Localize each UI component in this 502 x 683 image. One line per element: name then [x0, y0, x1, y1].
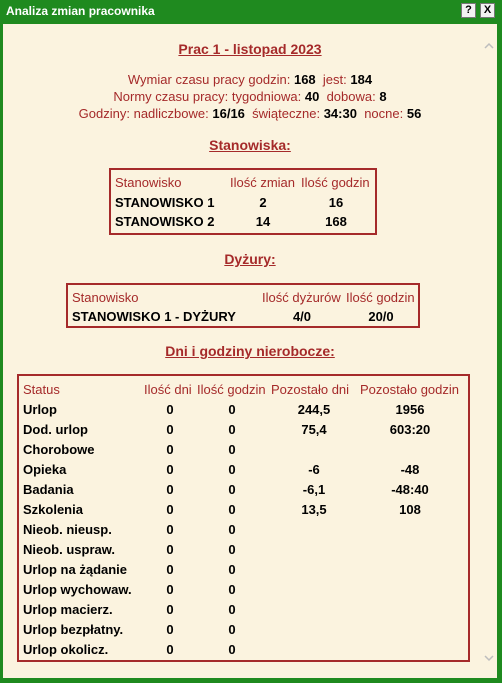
window-title: Analiza zmian pracownika	[6, 4, 155, 18]
work-time-label: Wymiar czasu pracy godzin:	[127, 72, 291, 87]
weekly-norm-label: Normy czasu pracy: tygodniowa:	[113, 89, 302, 104]
positions-header-shifts: Ilość zmian	[230, 175, 296, 190]
positions-row-1-hours: 16	[328, 195, 344, 210]
nonworking-row-2-hours-left: 603:20	[389, 422, 431, 437]
nonworking-row-6-status: Szkolenia	[23, 502, 83, 517]
duties-header-count: Ilość dyżurów	[262, 290, 341, 305]
nonworking-row-13-hours: 0	[228, 642, 236, 657]
nonworking-row-1-hours: 0	[228, 402, 236, 417]
positions-row-1-shifts: 2	[259, 195, 267, 210]
nonworking-row-7-hours: 0	[228, 522, 236, 537]
nonworking-row-1-days-left: 244,5	[297, 402, 331, 417]
night-value: 56	[406, 106, 422, 121]
nonworking-row-5-hours-left: -48:40	[391, 482, 429, 497]
nonworking-row-13-status: Urlop okolicz.	[23, 642, 109, 657]
nonworking-heading: Dni i godziny nierobocze:	[165, 343, 335, 359]
duties-row-1-hours: 20/0	[368, 309, 394, 324]
nonworking-row-10-days: 0	[166, 582, 174, 597]
duties-header-position: Stanowisko	[72, 290, 139, 305]
overtime-value: 16/16	[212, 106, 245, 121]
positions-heading: Stanowiska:	[209, 137, 291, 153]
nonworking-row-6-hours-left: 108	[399, 502, 421, 517]
nonworking-row-3-days: 0	[166, 442, 174, 457]
title-bar[interactable]	[0, 0, 502, 22]
positions-row-2-name: STANOWISKO 2	[115, 214, 215, 229]
nonworking-header-days: Ilość dni	[144, 382, 192, 397]
holiday-value: 34:30	[323, 106, 357, 121]
nonworking-row-9-days: 0	[166, 562, 174, 577]
nonworking-row-5-hours: 0	[228, 482, 236, 497]
nonworking-row-5-days: 0	[166, 482, 174, 497]
positions-row-2-shifts: 14	[255, 214, 271, 229]
nonworking-row-11-status: Urlop macierz.	[23, 602, 113, 617]
nonworking-row-12-hours: 0	[228, 622, 236, 637]
duties-row-1-name: STANOWISKO 1 - DYŻURY	[72, 309, 236, 324]
nonworking-row-8-status: Nieob. uspraw.	[23, 542, 115, 557]
positions-row-1-name: STANOWISKO 1	[115, 195, 215, 210]
nonworking-row-13-days: 0	[166, 642, 174, 657]
duties-table	[66, 283, 420, 328]
nonworking-row-4-hours-left: -48	[400, 462, 420, 477]
nonworking-row-5-status: Badania	[23, 482, 74, 497]
nonworking-row-1-hours-left: 1956	[395, 402, 425, 417]
nonworking-row-8-days: 0	[166, 542, 174, 557]
nonworking-row-4-days: 0	[166, 462, 174, 477]
nonworking-row-1-days: 0	[166, 402, 174, 417]
holiday-label: świąteczne:	[252, 106, 321, 121]
nonworking-row-7-status: Nieob. nieusp.	[23, 522, 112, 537]
duties-header-hours: Ilość godzin	[346, 290, 415, 305]
nonworking-table	[17, 374, 470, 662]
nonworking-row-9-status: Urlop na żądanie	[23, 562, 128, 577]
nonworking-row-4-status: Opieka	[23, 462, 67, 477]
positions-header-position: Stanowisko	[115, 175, 182, 190]
nonworking-row-1-status: Urlop	[23, 402, 57, 417]
nonworking-row-2-status: Dod. urlop	[23, 422, 88, 437]
daily-norm-value: 8	[379, 89, 387, 104]
nonworking-row-5-days-left: -6,1	[302, 482, 326, 497]
nonworking-header-hours-left: Pozostało godzin	[360, 382, 460, 397]
nonworking-row-12-status: Urlop bezpłatny.	[23, 622, 124, 637]
nonworking-header-status: Status	[23, 382, 60, 397]
report-area	[3, 24, 497, 678]
nonworking-header-days-left: Pozostało dni	[271, 382, 350, 397]
report-title: Prac 1 - listopad 2023	[178, 41, 322, 57]
close-button[interactable]: X	[480, 3, 495, 18]
positions-row-2-hours: 168	[325, 214, 347, 229]
actual-value: 184	[350, 72, 373, 87]
nonworking-row-2-days: 0	[166, 422, 174, 437]
chevron-down-icon[interactable]	[483, 652, 495, 664]
hours-line	[3, 106, 497, 121]
nonworking-row-6-hours: 0	[228, 502, 236, 517]
daily-norm-label: dobowa:	[326, 89, 376, 104]
nonworking-row-3-status: Chorobowe	[23, 442, 95, 457]
help-button[interactable]: ?	[461, 3, 476, 18]
positions-header-hours: Ilość godzin	[301, 175, 370, 190]
night-label: nocne:	[364, 106, 404, 121]
nonworking-row-2-days-left: 75,4	[301, 422, 327, 437]
weekly-norm-value: 40	[304, 89, 320, 104]
nonworking-row-2-hours: 0	[228, 422, 236, 437]
nonworking-row-10-status: Urlop wychowaw.	[23, 582, 132, 597]
overtime-label: Godziny: nadliczbowe:	[78, 106, 209, 121]
nonworking-row-12-days: 0	[166, 622, 174, 637]
nonworking-row-4-days-left: -6	[308, 462, 320, 477]
nonworking-row-7-days: 0	[166, 522, 174, 537]
nonworking-row-11-days: 0	[166, 602, 174, 617]
duties-row-1-count: 4/0	[292, 309, 312, 324]
nonworking-row-9-hours: 0	[228, 562, 236, 577]
actual-label: jest:	[322, 72, 347, 87]
nonworking-row-3-hours: 0	[228, 442, 236, 457]
duties-heading: Dyżury:	[224, 251, 276, 267]
nonworking-row-6-days: 0	[166, 502, 174, 517]
norms-line	[3, 89, 497, 104]
work-time-line	[3, 72, 497, 87]
nonworking-row-4-hours: 0	[228, 462, 236, 477]
nonworking-header-hours: Ilość godzin	[197, 382, 266, 397]
work-time-value: 168	[293, 72, 316, 87]
nonworking-row-10-hours: 0	[228, 582, 236, 597]
positions-table	[109, 168, 377, 235]
nonworking-row-6-days-left: 13,5	[301, 502, 327, 517]
nonworking-row-11-hours: 0	[228, 602, 236, 617]
nonworking-row-8-hours: 0	[228, 542, 236, 557]
